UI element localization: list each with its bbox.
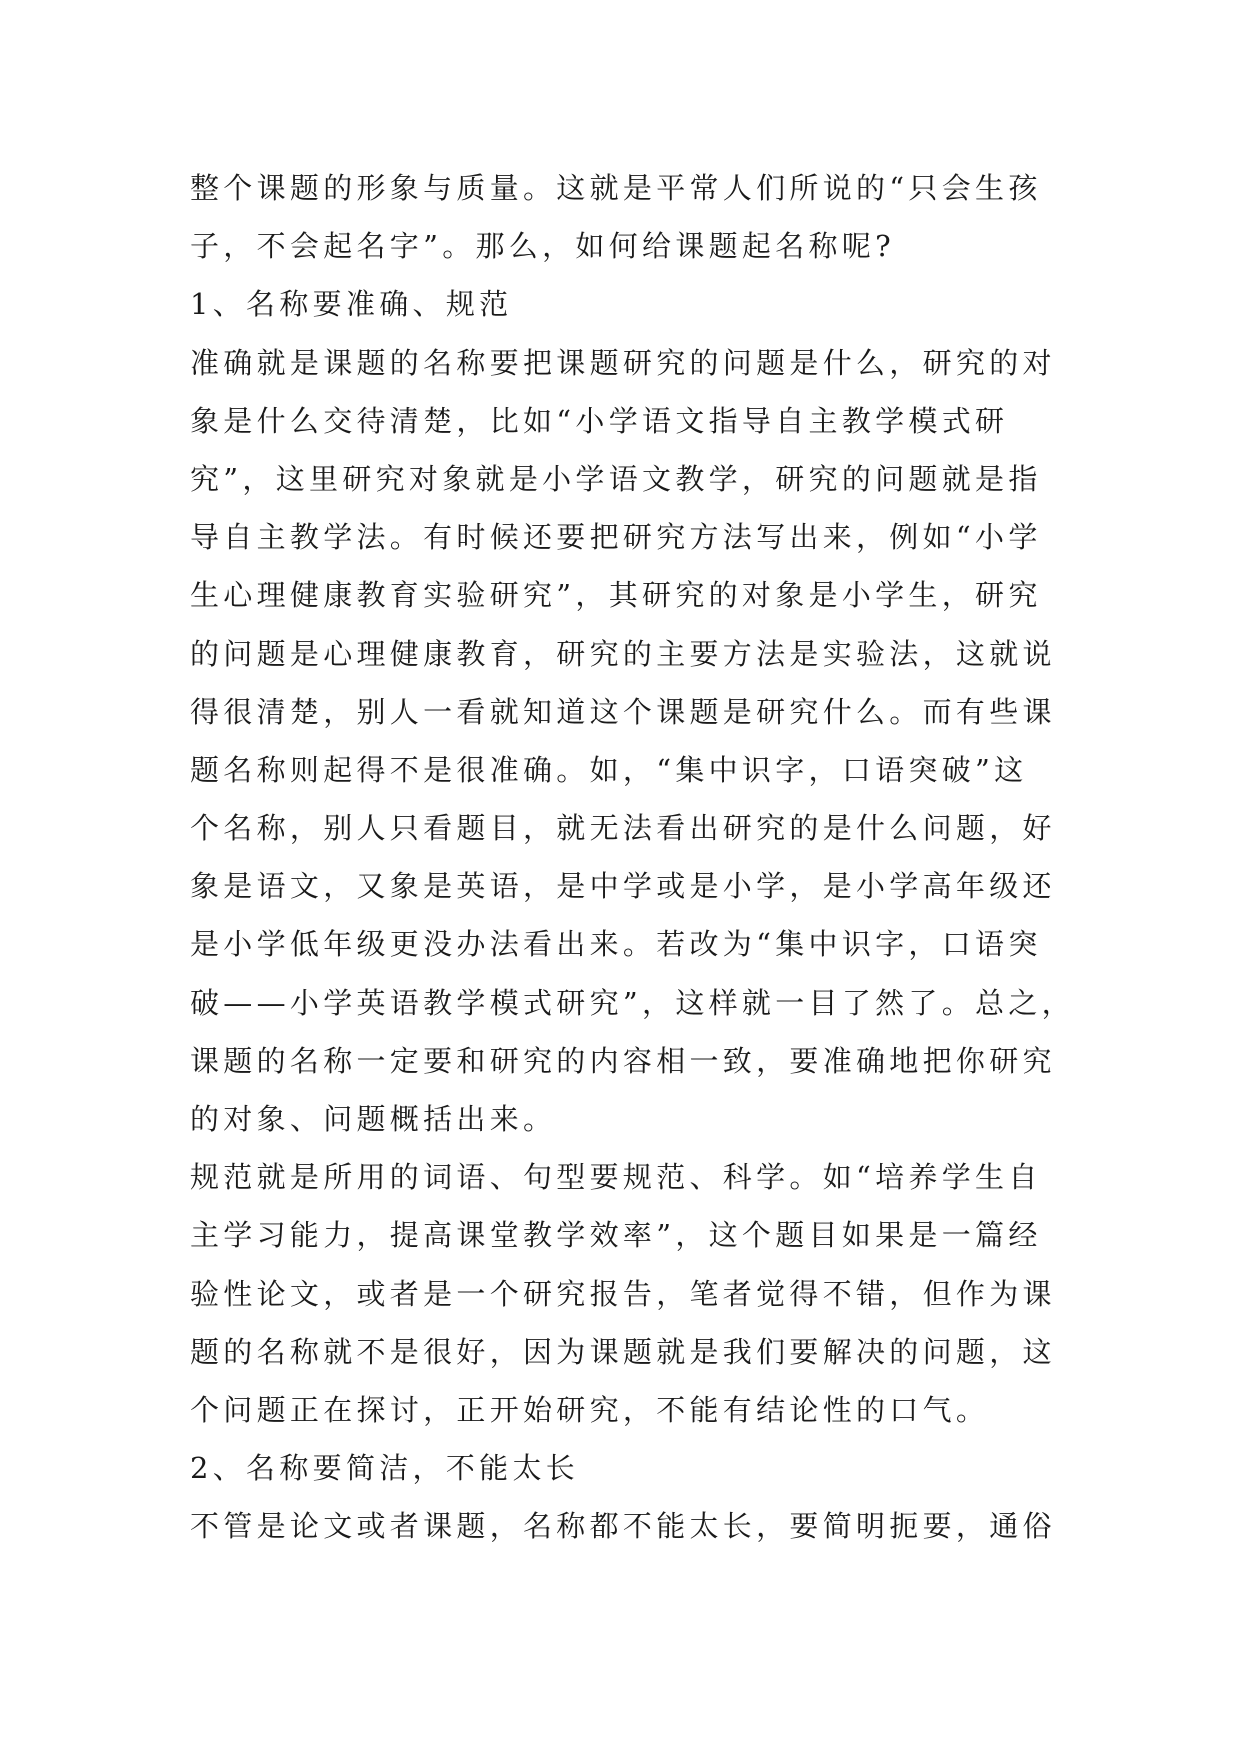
- text-line: 得很清楚，别人一看就知道这个课题是研究什么。而有些课: [190, 694, 1056, 729]
- text-line: 个问题正在探讨，正开始研究，不能有结论性的口气。: [190, 1392, 990, 1427]
- text-line: 整个课题的形象与质量。这就是平常人们所说的“只会生孩: [190, 171, 1042, 205]
- text-line: 课题的名称一定要和研究的内容相一致，要准确地把你研究: [190, 1043, 1056, 1078]
- section-heading: 1、名称要准确、规范: [190, 287, 513, 322]
- text-line: 题名称则起得不是很准确。如，“集中识字，口语突破”这: [190, 752, 1028, 787]
- text-line: 验性论文，或者是一个研究报告，笔者觉得不错，但作为课: [190, 1276, 1056, 1311]
- document-body: [190, 159, 1075, 1556]
- text-line: 生心理健康教育实验研究”，其研究的对象是小学生，研究: [190, 578, 1042, 613]
- text-line: 子，不会起名字”。那么，如何给课题起名称呢?: [190, 229, 895, 264]
- text-line: 象是语文，又象是英语，是中学或是小学，是小学高年级还: [190, 869, 1056, 904]
- text-line: 的问题是心理健康教育，研究的主要方法是实验法，这就说: [190, 636, 1056, 671]
- text-line: 的对象、问题概括出来。: [190, 1102, 557, 1136]
- text-line: 准确就是课题的名称要把课题研究的问题是什么，研究的对: [190, 345, 1056, 380]
- text-line: 究”，这里研究对象就是小学语文教学，研究的问题就是指: [190, 461, 1042, 496]
- text-line: 主学习能力，提高课堂教学效率”，这个题目如果是一篇经: [190, 1218, 1042, 1253]
- text-line: 破——小学英语教学模式研究”，这样就一目了然了。总之，: [190, 985, 1075, 1020]
- text-line: 象是什么交待清楚，比如“小学语文指导自主教学模式研: [190, 403, 1009, 438]
- section-heading: 2、名称要简洁，不能太长: [190, 1451, 580, 1486]
- text-line: 题的名称就不是很好，因为课题就是我们要解决的问题，这: [190, 1334, 1056, 1369]
- text-line: 导自主教学法。有时候还要把研究方法写出来，例如“小学: [190, 520, 1042, 555]
- text-line: 不管是论文或者课题，名称都不能太长，要简明扼要，通俗: [190, 1509, 1056, 1544]
- text-line: 个名称，别人只看题目，就无法看出研究的是什么问题，好: [190, 811, 1056, 846]
- text-line: 规范就是所用的词语、句型要规范、科学。如“培养学生自: [190, 1160, 1042, 1195]
- text-line: 是小学低年级更没办法看出来。若改为“集中识字，口语突: [190, 927, 1042, 962]
